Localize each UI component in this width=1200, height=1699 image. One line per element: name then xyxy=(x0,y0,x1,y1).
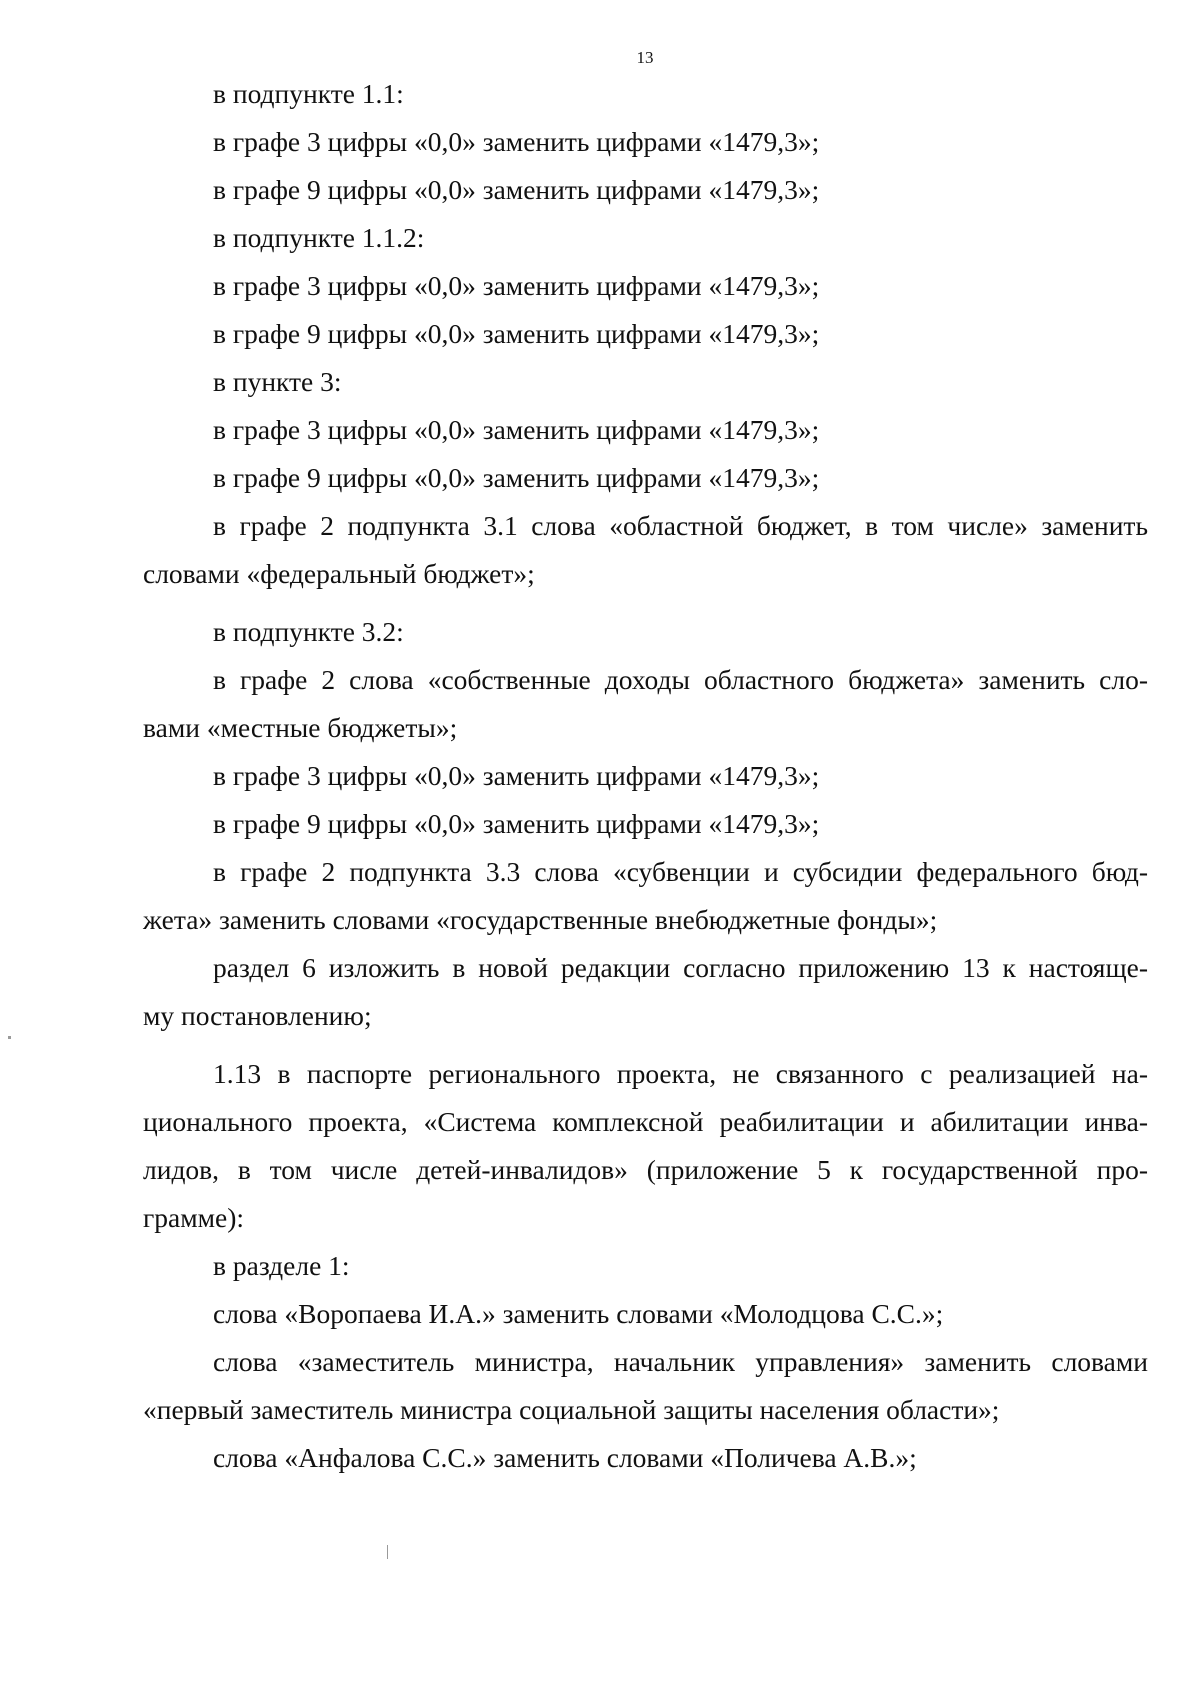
text-line: в графе 9 цифры «0,0» заменить цифрами «1479,3»; xyxy=(213,318,820,349)
text-line: в графе 2 подпункта 3.3 слова «субвенции и субсидии федерального бюд- xyxy=(213,856,1148,887)
text-line: в подпункте 3.2: xyxy=(213,616,404,647)
line-gap xyxy=(143,1040,1148,1050)
text-line: в пункте 3: xyxy=(213,366,342,397)
page-number: 13 xyxy=(636,48,654,67)
document-body xyxy=(143,70,1148,1482)
text-line: жета» заменить словами «государственные внебюджетные фонды»; xyxy=(143,904,938,935)
text-line: грамме): xyxy=(143,1202,245,1233)
text-line: в разделе 1: xyxy=(213,1250,350,1281)
text-line: слова «заместитель министра, начальник управления» заменить словами xyxy=(213,1346,1148,1377)
text-line: в графе 3 цифры «0,0» заменить цифрами «1479,3»; xyxy=(213,126,820,157)
text-line: вами «местные бюджеты»; xyxy=(143,712,458,743)
text-line: в графе 2 слова «собственные доходы областного бюджета» заменить сло- xyxy=(213,664,1148,695)
text-line: слова «Воропаева И.А.» заменить словами «Молодцова С.С.»; xyxy=(213,1298,944,1329)
text-line: 1.13 в паспорте регионального проекта, не связанного с реализацией на- xyxy=(213,1058,1148,1089)
scan-speck xyxy=(8,1036,11,1039)
text-line: в графе 3 цифры «0,0» заменить цифрами «1479,3»; xyxy=(213,760,820,791)
text-line: «первый заместитель министра социальной защиты населения области»; xyxy=(143,1394,1000,1425)
text-line: в графе 3 цифры «0,0» заменить цифрами «1479,3»; xyxy=(213,270,820,301)
text-line: в подпункте 1.1: xyxy=(213,78,404,109)
text-line: словами «федеральный бюджет»; xyxy=(143,558,535,589)
text-line: в графе 9 цифры «0,0» заменить цифрами «1479,3»; xyxy=(213,174,820,205)
text-line: му постановлению; xyxy=(143,1000,372,1031)
scan-speck xyxy=(387,1545,388,1559)
text-line: слова «Анфалова С.С.» заменить словами «Поличева А.В.»; xyxy=(213,1442,917,1473)
text-line: в графе 2 подпункта 3.1 слова «областной бюджет, в том числе» заменить xyxy=(213,510,1148,541)
text-line: раздел 6 изложить в новой редакции согласно приложению 13 к настояще- xyxy=(213,952,1148,983)
text-line: ционального проекта, «Система комплексной реабилитации и абилитации инва- xyxy=(143,1106,1148,1137)
text-line: в графе 3 цифры «0,0» заменить цифрами «1479,3»; xyxy=(213,414,820,445)
text-line: в подпункте 1.1.2: xyxy=(213,222,425,253)
text-line: в графе 9 цифры «0,0» заменить цифрами «1479,3»; xyxy=(213,462,820,493)
text-line: лидов, в том числе детей-инвалидов» (приложение 5 к государственной про- xyxy=(143,1154,1148,1185)
text-line: в графе 9 цифры «0,0» заменить цифрами «1479,3»; xyxy=(213,808,820,839)
line-gap xyxy=(143,598,1148,608)
